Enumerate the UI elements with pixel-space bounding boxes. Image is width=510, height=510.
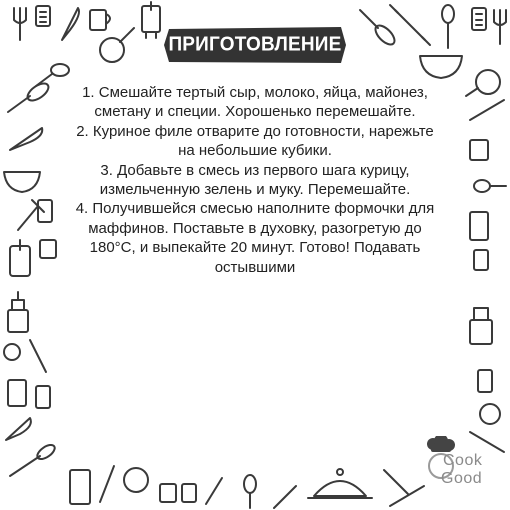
mug-icon (90, 10, 110, 30)
spoon-icon (36, 64, 69, 86)
whisk-icon (274, 486, 296, 508)
coffee-press-icon (10, 240, 30, 276)
step-3: 3. Добавьте в смесь из первого шага курицу, измельченную зелень и муку. Перемешайте. (99, 161, 411, 199)
fork-icon (18, 200, 44, 230)
grater-icon (474, 250, 488, 270)
pan-icon (4, 344, 20, 360)
mug-icon (470, 140, 488, 160)
pan-icon (124, 468, 148, 492)
bowl-icon (420, 56, 462, 78)
cookgood-logo (419, 436, 499, 496)
coffee-grinder-icon (8, 292, 28, 332)
spoon-icon (442, 5, 454, 48)
bowl-icon (4, 172, 40, 192)
grater-icon (478, 370, 492, 392)
step-4: 4. Получившейся смесью наполните формочки для маффинов. Поставьте в духовку, разогретую до 180°C, и выпекайте 20 минут. Готово! Подавать остывшими (75, 200, 435, 276)
whisk-icon (384, 470, 408, 494)
whisk-icon (10, 442, 57, 476)
fork-icon (206, 478, 222, 504)
pan-icon (466, 70, 500, 96)
whisk-icon (8, 80, 51, 112)
knife-icon (470, 100, 504, 120)
coffee-grinder-icon (470, 308, 492, 344)
knife-icon (10, 128, 42, 150)
grater-icon (472, 8, 486, 30)
pan-icon (480, 404, 500, 424)
knife-icon (6, 418, 31, 440)
coffee-grinder-icon (182, 484, 196, 502)
fork-icon (494, 10, 506, 44)
knife-icon (100, 466, 114, 502)
step-2: 2. Куриное филе отварите до готовности, нарежьте на небольшие кубики. (76, 122, 434, 160)
cloche-icon (308, 469, 372, 498)
title-banner (163, 26, 347, 64)
page-title: ПРИГОТОВЛЕНИЕ (168, 33, 342, 56)
fork-icon (14, 8, 26, 40)
brand-line-1: Cook (443, 452, 483, 469)
grater-icon (36, 386, 50, 408)
mug-icon (40, 240, 56, 258)
instructions-text (68, 83, 442, 277)
coffee-press-icon (70, 470, 90, 504)
step-1: 1. Смешайте тертый сыр, молоко, яйца, майонез, сметану и специи. Хорошенько перемешайте. (82, 84, 428, 121)
coffee-press-icon (470, 212, 488, 240)
coffee-press-icon (8, 380, 26, 406)
spoon-icon (244, 475, 256, 508)
grater-icon (36, 6, 50, 26)
brand-line-2: Good (441, 470, 483, 487)
knife-icon (30, 340, 46, 372)
whisk-icon (360, 10, 398, 48)
knife-icon (62, 8, 79, 40)
pan-icon (100, 28, 134, 62)
spoon-icon (474, 180, 506, 192)
rolling-pin-icon (390, 5, 430, 45)
coffee-press-icon (142, 2, 160, 38)
mug-icon (160, 484, 176, 502)
grater-icon (38, 200, 52, 222)
